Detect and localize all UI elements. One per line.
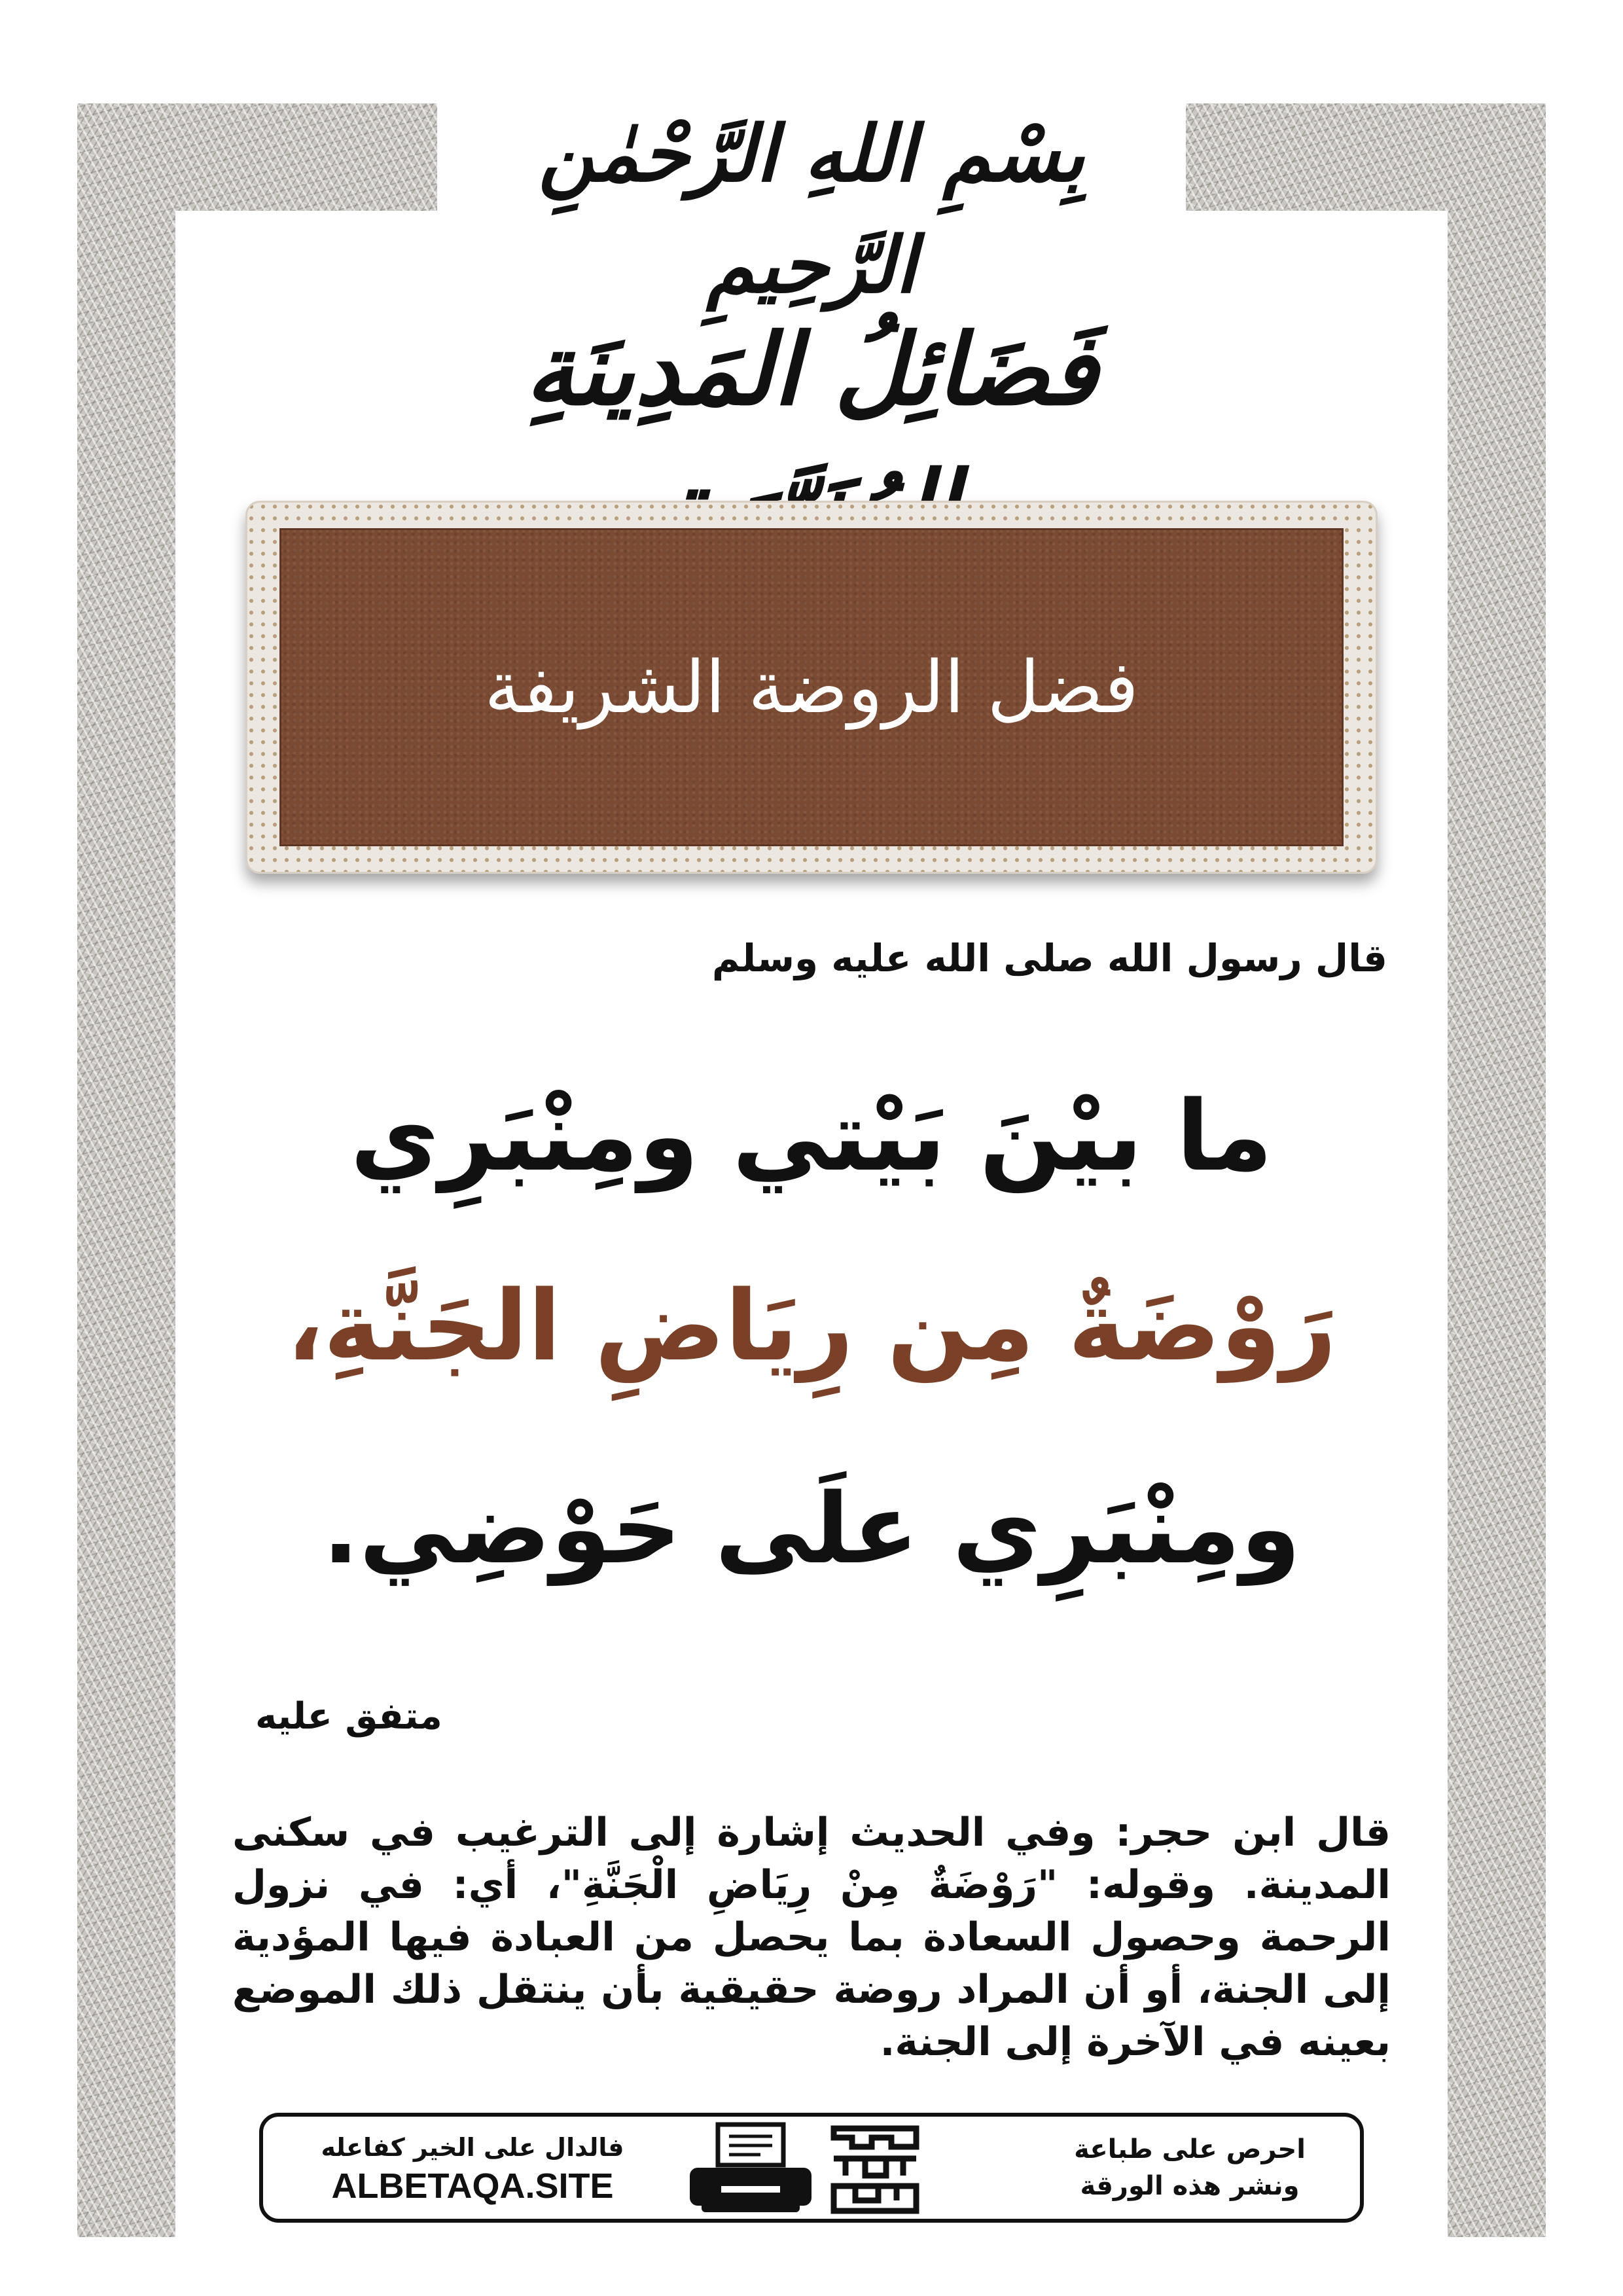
section-banner bbox=[245, 501, 1378, 874]
footer-motto: فالدال على الخير كفاعله bbox=[321, 2133, 624, 2162]
footer-bar bbox=[259, 2113, 1364, 2223]
hadith-source: متفق عليه bbox=[255, 1695, 442, 1738]
print-line-2: ونشر هذه الورقة bbox=[1080, 2171, 1300, 2201]
hadith-line-1: ما بيْنَ بَيْتي ومِنْبَرِي bbox=[350, 1080, 1273, 1193]
banner-panel bbox=[279, 528, 1344, 846]
page-margin bbox=[0, 2237, 1623, 2296]
site-link[interactable]: ALBETAQA.SITE bbox=[331, 2166, 614, 2206]
footer-site-block bbox=[263, 2117, 682, 2219]
hadith-line-2: رَوْضَةٌ مِن رِيَاضِ الجَنَّةِ، bbox=[286, 1270, 1337, 1382]
footer-print-block bbox=[1020, 2117, 1360, 2219]
section-title: فضل الروضة الشريفة bbox=[484, 645, 1139, 729]
hadith-line-3: ومِنْبَرِي علَى حَوْضِي. bbox=[322, 1473, 1301, 1585]
hadith-intro: قال رسول الله صلى الله عليه وسلم bbox=[711, 936, 1387, 980]
commentary-text: قال ابن حجر: وفي الحديث إشارة إلى الترغيب في سكنى المدينة. وقوله: "رَوْضَةٌ مِنْ رِيَاضِ الْجَنَّةِ"، أي: في نزول الرحمة وحصول السعادة بما يحصل من العبادة فيها المؤدية إلى الجنة، أو أن المراد روضة حقيقية بأن ينتقل ذلك الموضع بعينه في الآخرة إلى الجنة. bbox=[232, 1810, 1391, 2065]
page-title: فَضَائِلُ المَدِينَةِ bbox=[525, 312, 1098, 427]
printer-icon bbox=[682, 2121, 819, 2219]
print-line-1: احرص على طباعة bbox=[1074, 2134, 1306, 2164]
basmala: بِسْمِ اللهِ الرَّحْمٰنِ الرَّحِيمِ bbox=[538, 108, 1085, 310]
dawah-paper-logo bbox=[826, 2121, 924, 2219]
